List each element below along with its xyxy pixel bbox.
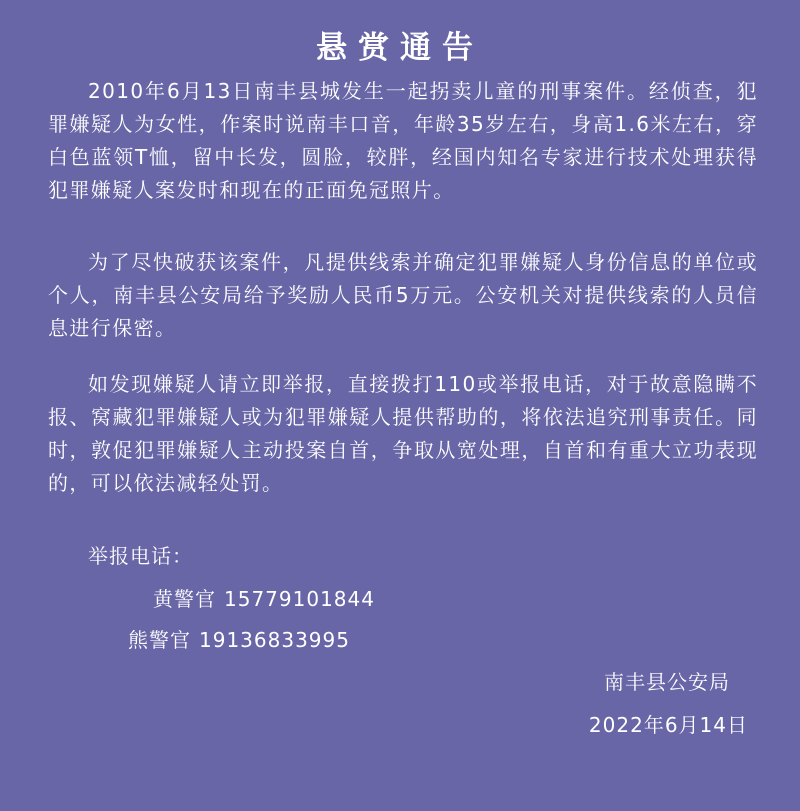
contact-name: 黄警官: [153, 587, 216, 611]
hotline-label: 举报电话：: [88, 544, 193, 568]
contact-phone: 19136833995: [199, 628, 350, 652]
notice-paragraph-case: 2010年6月13日南丰县城发生一起拐卖儿童的刑事案件。经侦查，犯罪嫌疑人为女性，作案时说南丰口音，年龄35岁左右，身高1.6米左右，穿白色蓝领T恤，留中长发，圆脸，较胖，经国内知名专家进行技术处理获得犯罪嫌疑人案发时和现在的正面免冠照片。: [48, 79, 758, 202]
issuer-signature: 南丰县公安局: [604, 670, 730, 694]
notice-title: 悬赏通告: [316, 30, 484, 66]
notice-paragraph-instructions: 如发现嫌疑人请立即举报，直接拨打110或举报电话，对于故意隐瞒不报、窝藏犯罪嫌疑人或为犯罪嫌疑人提供帮助的，将依法追究刑事责任。同时，敦促犯罪嫌疑人主动投案自首，争取从宽处理，自首和有重大立功表现的，可以依法减轻处罚。: [48, 372, 758, 495]
issue-date: 2022年6月14日: [588, 713, 748, 737]
contact-name: 熊警官: [128, 628, 191, 652]
contact-officer-2: [128, 624, 350, 657]
contact-officer-1: [153, 583, 375, 616]
contact-phone: 15779101844: [224, 587, 375, 611]
notice-paragraph-reward: 为了尽快破获该案件，凡提供线索并确定犯罪嫌疑人身份信息的单位或个人，南丰县公安局给予奖励人民币5万元。公安机关对提供线索的人员信息进行保密。: [48, 250, 758, 340]
